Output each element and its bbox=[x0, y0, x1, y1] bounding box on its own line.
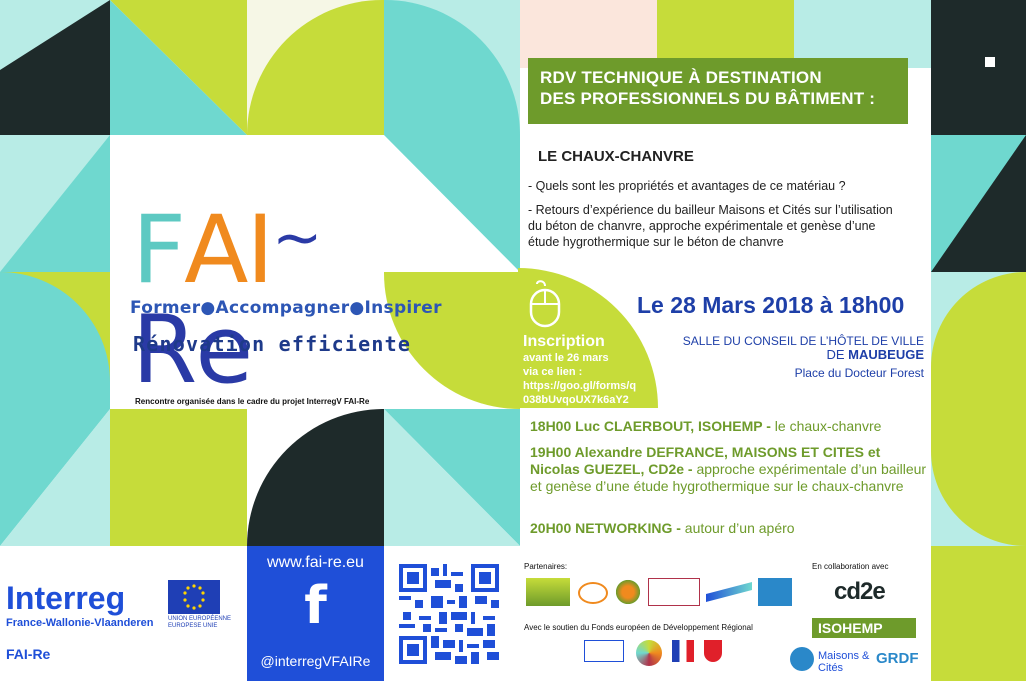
partner-logo bbox=[758, 578, 792, 606]
schedule-time-speaker: 19H00 Alexandre DEFRANCE, MAISONS ET CITES et Nicolas GUEZEL, CD2e - bbox=[530, 444, 881, 477]
logo-letter-f: F bbox=[132, 196, 185, 305]
schedule-item bbox=[530, 418, 930, 435]
schedule-topic: autour d’un apéro bbox=[680, 520, 795, 536]
inscription-title: Inscription bbox=[523, 333, 605, 350]
website-link[interactable]: www.fai-re.eu bbox=[267, 554, 364, 571]
schedule-topic: approche expérimentale d’un bailleur et genèse d’une étude hygrothermique sur le chaux-chanvre bbox=[530, 461, 927, 494]
eu-label-fr: UNION EUROPÉENNE bbox=[168, 616, 232, 622]
schedule-item bbox=[530, 520, 930, 537]
logo-letter-i: I bbox=[246, 196, 273, 305]
eu-flag-icon bbox=[168, 580, 220, 614]
interreg-subtitle: France-Wallonie-Vlaanderen bbox=[6, 617, 154, 629]
logo-tilde: ~ bbox=[272, 203, 321, 273]
schedule-topic: le chaux-chanvre bbox=[770, 418, 882, 434]
rdv-banner bbox=[528, 58, 908, 124]
maisons-cites-icon bbox=[790, 647, 814, 671]
bg-square bbox=[985, 57, 995, 67]
schedule-time-speaker: 20H00 NETWORKING - bbox=[530, 520, 681, 536]
funder-logo bbox=[672, 640, 694, 662]
topic-title: LE CHAUX-CHANVRE bbox=[538, 148, 694, 165]
partner-logo bbox=[578, 582, 608, 604]
inscription-deadline: avant le 26 mars bbox=[523, 352, 609, 364]
partner-logo bbox=[526, 578, 570, 606]
rdv-line-2: DES PROFESSIONNELS DU BÂTIMENT : bbox=[540, 89, 876, 108]
inscription-via: via ce lien : bbox=[523, 366, 583, 378]
topic-question-1: - Quels sont les propriétés et avantages de ce matériau ? bbox=[528, 179, 846, 193]
logo-letter-a: A bbox=[184, 196, 247, 305]
cd2e-logo: cd2e bbox=[834, 578, 885, 605]
project-note: Rencontre organisée dans le cadre du projet InterregV FAI-Re bbox=[135, 397, 370, 406]
funder-logo bbox=[704, 640, 722, 662]
inscription-link-cont[interactable]: 038bUvqoUX7k6aY2 bbox=[523, 394, 629, 406]
maisons-cites-logo: Maisons & Cités bbox=[818, 650, 870, 674]
topic-q2-line-3: étude hygrothermique sur le béton de chanvre bbox=[528, 235, 784, 249]
funder-logo bbox=[584, 640, 624, 662]
venue-line-2 bbox=[826, 347, 924, 362]
logo-letter-e: e bbox=[195, 296, 252, 405]
mouse-icon bbox=[523, 280, 567, 330]
bg-tile bbox=[931, 546, 1026, 681]
qr-code-icon[interactable] bbox=[399, 564, 499, 664]
collaboration-label: En collaboration avec bbox=[812, 562, 889, 571]
venue-city: MAUBEUGE bbox=[848, 347, 924, 362]
partner-logo bbox=[614, 578, 642, 606]
grdf-logo: GRDF bbox=[876, 650, 919, 667]
social-block bbox=[247, 546, 384, 681]
partners-label: Partenaires: bbox=[524, 562, 568, 571]
bg-tile bbox=[110, 409, 247, 546]
faire-footer-label: FAI-Re bbox=[6, 646, 51, 662]
partner-logo bbox=[648, 578, 700, 606]
facebook-icon[interactable]: f bbox=[304, 576, 327, 636]
topic-question-2 bbox=[528, 202, 928, 250]
bg-tile bbox=[931, 0, 1026, 135]
logo-subtitle: Rénovation efficiente bbox=[133, 332, 412, 356]
logo-tagline: Former●Accompagner●Inspirer bbox=[130, 298, 442, 318]
isohemp-logo: ISOHEMP bbox=[812, 618, 916, 638]
facebook-handle[interactable]: @interregVFAIRe bbox=[260, 653, 371, 669]
logo-letter-r: R bbox=[132, 296, 196, 405]
inscription-link[interactable]: https://goo.gl/forms/q bbox=[523, 380, 637, 392]
eu-label bbox=[168, 616, 231, 630]
feder-label: Avec le soutien du Fonds européen de Développement Régional bbox=[524, 623, 753, 632]
funder-logo bbox=[636, 640, 662, 666]
interreg-logo: Interreg bbox=[6, 580, 126, 616]
rdv-line-1: RDV TECHNIQUE À DESTINATION bbox=[540, 68, 822, 87]
bg-tile bbox=[384, 135, 520, 272]
venue-prefix: DE bbox=[826, 347, 849, 362]
venue-line-1: SALLE DU CONSEIL DE L’HÔTEL DE VILLE bbox=[682, 334, 924, 348]
eu-label-nl: EUROPESE UNIE bbox=[168, 623, 218, 629]
topic-q2-line-1: - Retours d’expérience du bailleur Maisons et Cités sur l’utilisation bbox=[528, 203, 893, 217]
event-date: Le 28 Mars 2018 à 18h00 bbox=[637, 292, 905, 318]
venue-line-3: Place du Docteur Forest bbox=[794, 366, 924, 380]
bg-tile bbox=[247, 409, 384, 546]
topic-q2-line-2: du béton de chanvre, approche expérimentale et genèse d’une bbox=[528, 219, 876, 233]
schedule-time-speaker: 18H00 Luc CLAERBOUT, ISOHEMP - bbox=[530, 418, 771, 434]
schedule-item bbox=[530, 444, 930, 495]
